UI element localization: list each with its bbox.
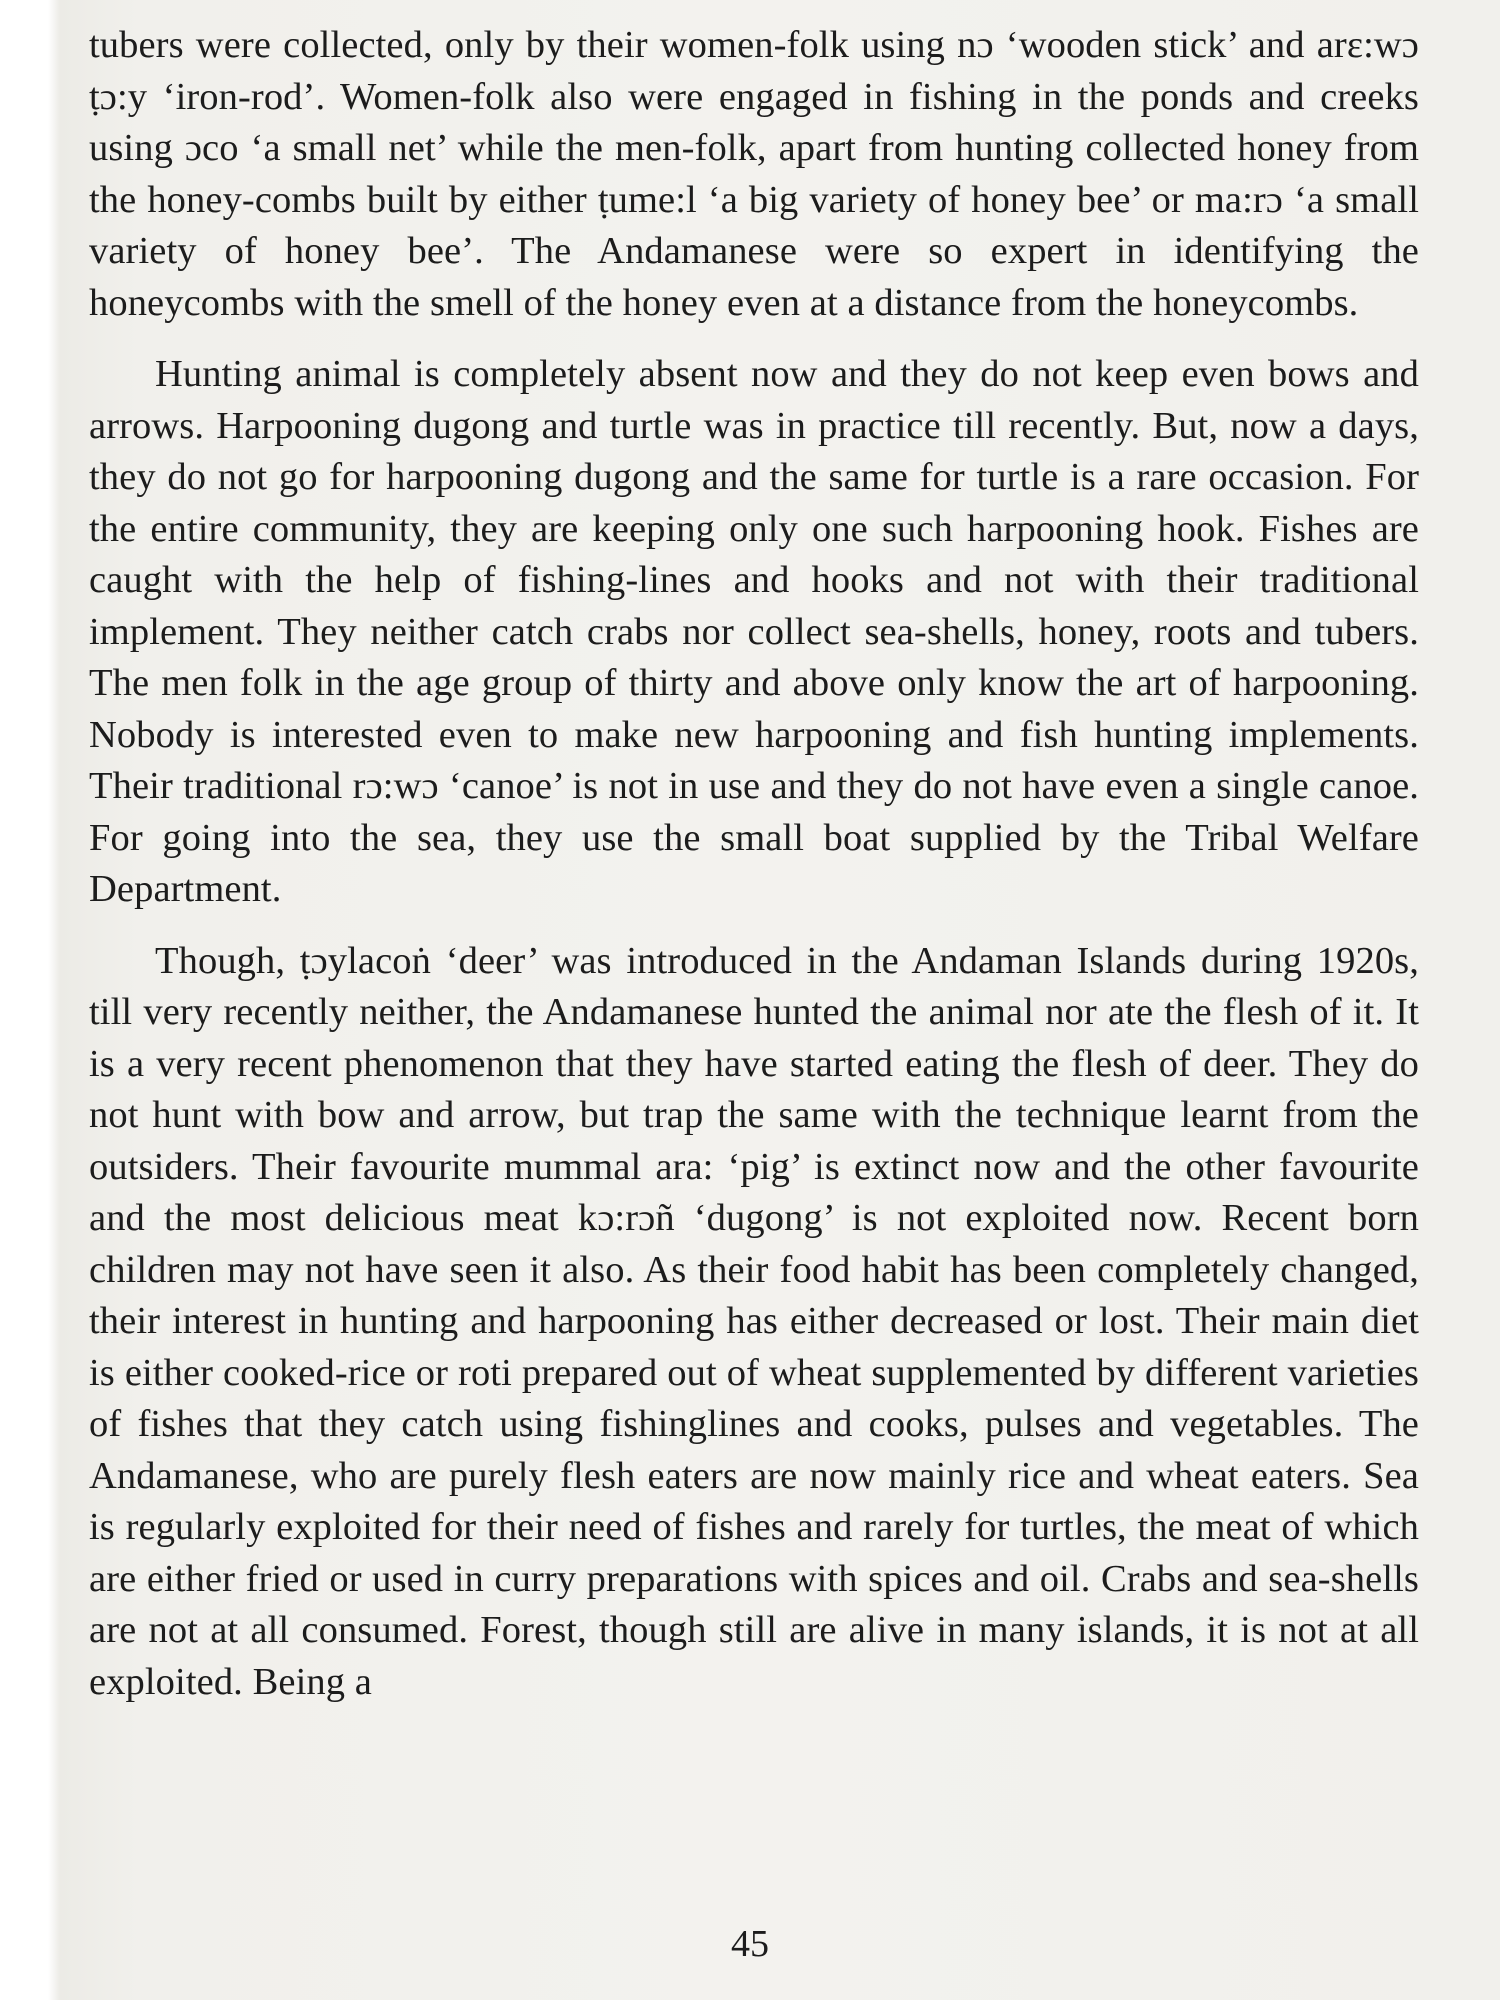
paragraph-hunting: Hunting animal is completely absent now and they do not keep even bows and arrows. Harpooning dugong and turtle was in practice till recently. But, now a days, they do not go for harpooning dugong and the same for turtle is a rare occasion. For the entire community, they are keeping only one such harpooning hook. Fishes are caught with the help of fishing-lines and hooks and not with their traditional implement. They neither catch crabs nor collect sea-shells, honey, roots and tubers. The men folk in the age group of thirty and above only know the art of harpooning. Nobody is interested even to make new harpooning and fish hunting implements. Their traditional rɔ:wɔ ‘canoe’ is not in use and they do not have even a single canoe. For going into the sea, they use the small boat supplied by the Tribal Welfare Department. bbox=[89, 353, 1419, 910]
paragraph-continued: tubers were collected, only by their women-folk using nɔ ‘wooden stick’ and arɛ:wɔ ṭɔ:y ‘iron-rod’. Women-folk also were engaged in fishing in the ponds and creeks using ɔco ‘a small net’ while the men-folk, apart from hunting collected honey from the honey-combs built by either ṭume:l ‘a big variety of honey bee’ or ma:rɔ ‘a small variety of honey bee’. The Andamanese were so expert in identifying the honeycombs with the smell of the honey even at a distance from the honeycombs. bbox=[89, 24, 1419, 324]
paragraph-deer: Though, ṭɔylacoṅ ‘deer’ was introduced in the Andaman Islands during 1920s, till very recently neither, the Andamanese hunted the animal nor ate the flesh of it. It is a very recent phenomenon that they have started eating the flesh of deer. They do not hunt with bow and arrow, but trap the same with the technique learnt from the outsiders. Their favourite mummal ara: ‘pig’ is extinct now and the other favourite and the most delicious meat kɔ:rɔñ ‘dugong’ is not exploited now. Recent born children may not have seen it also. As their food habit has been completely changed, their interest in hunting and harpooning has either decreased or lost. Their main diet is either cooked-rice or roti prepared out of wheat supplemented by different varieties of fishes that they catch using fishinglines and cooks, pulses and vegetables. The Andamanese, who are purely flesh eaters are now mainly rice and wheat eaters. Sea is regularly exploited for their need of fishes and rarely for turtles, the meat of which are either fried or used in curry preparations with spices and oil. Crabs and sea-shells are not at all consumed. Forest, though still are alive in many islands, it is not at all exploited. Being a bbox=[89, 939, 1419, 1703]
body-text bbox=[89, 20, 1419, 1728]
page-number: 45 bbox=[731, 1923, 769, 1965]
